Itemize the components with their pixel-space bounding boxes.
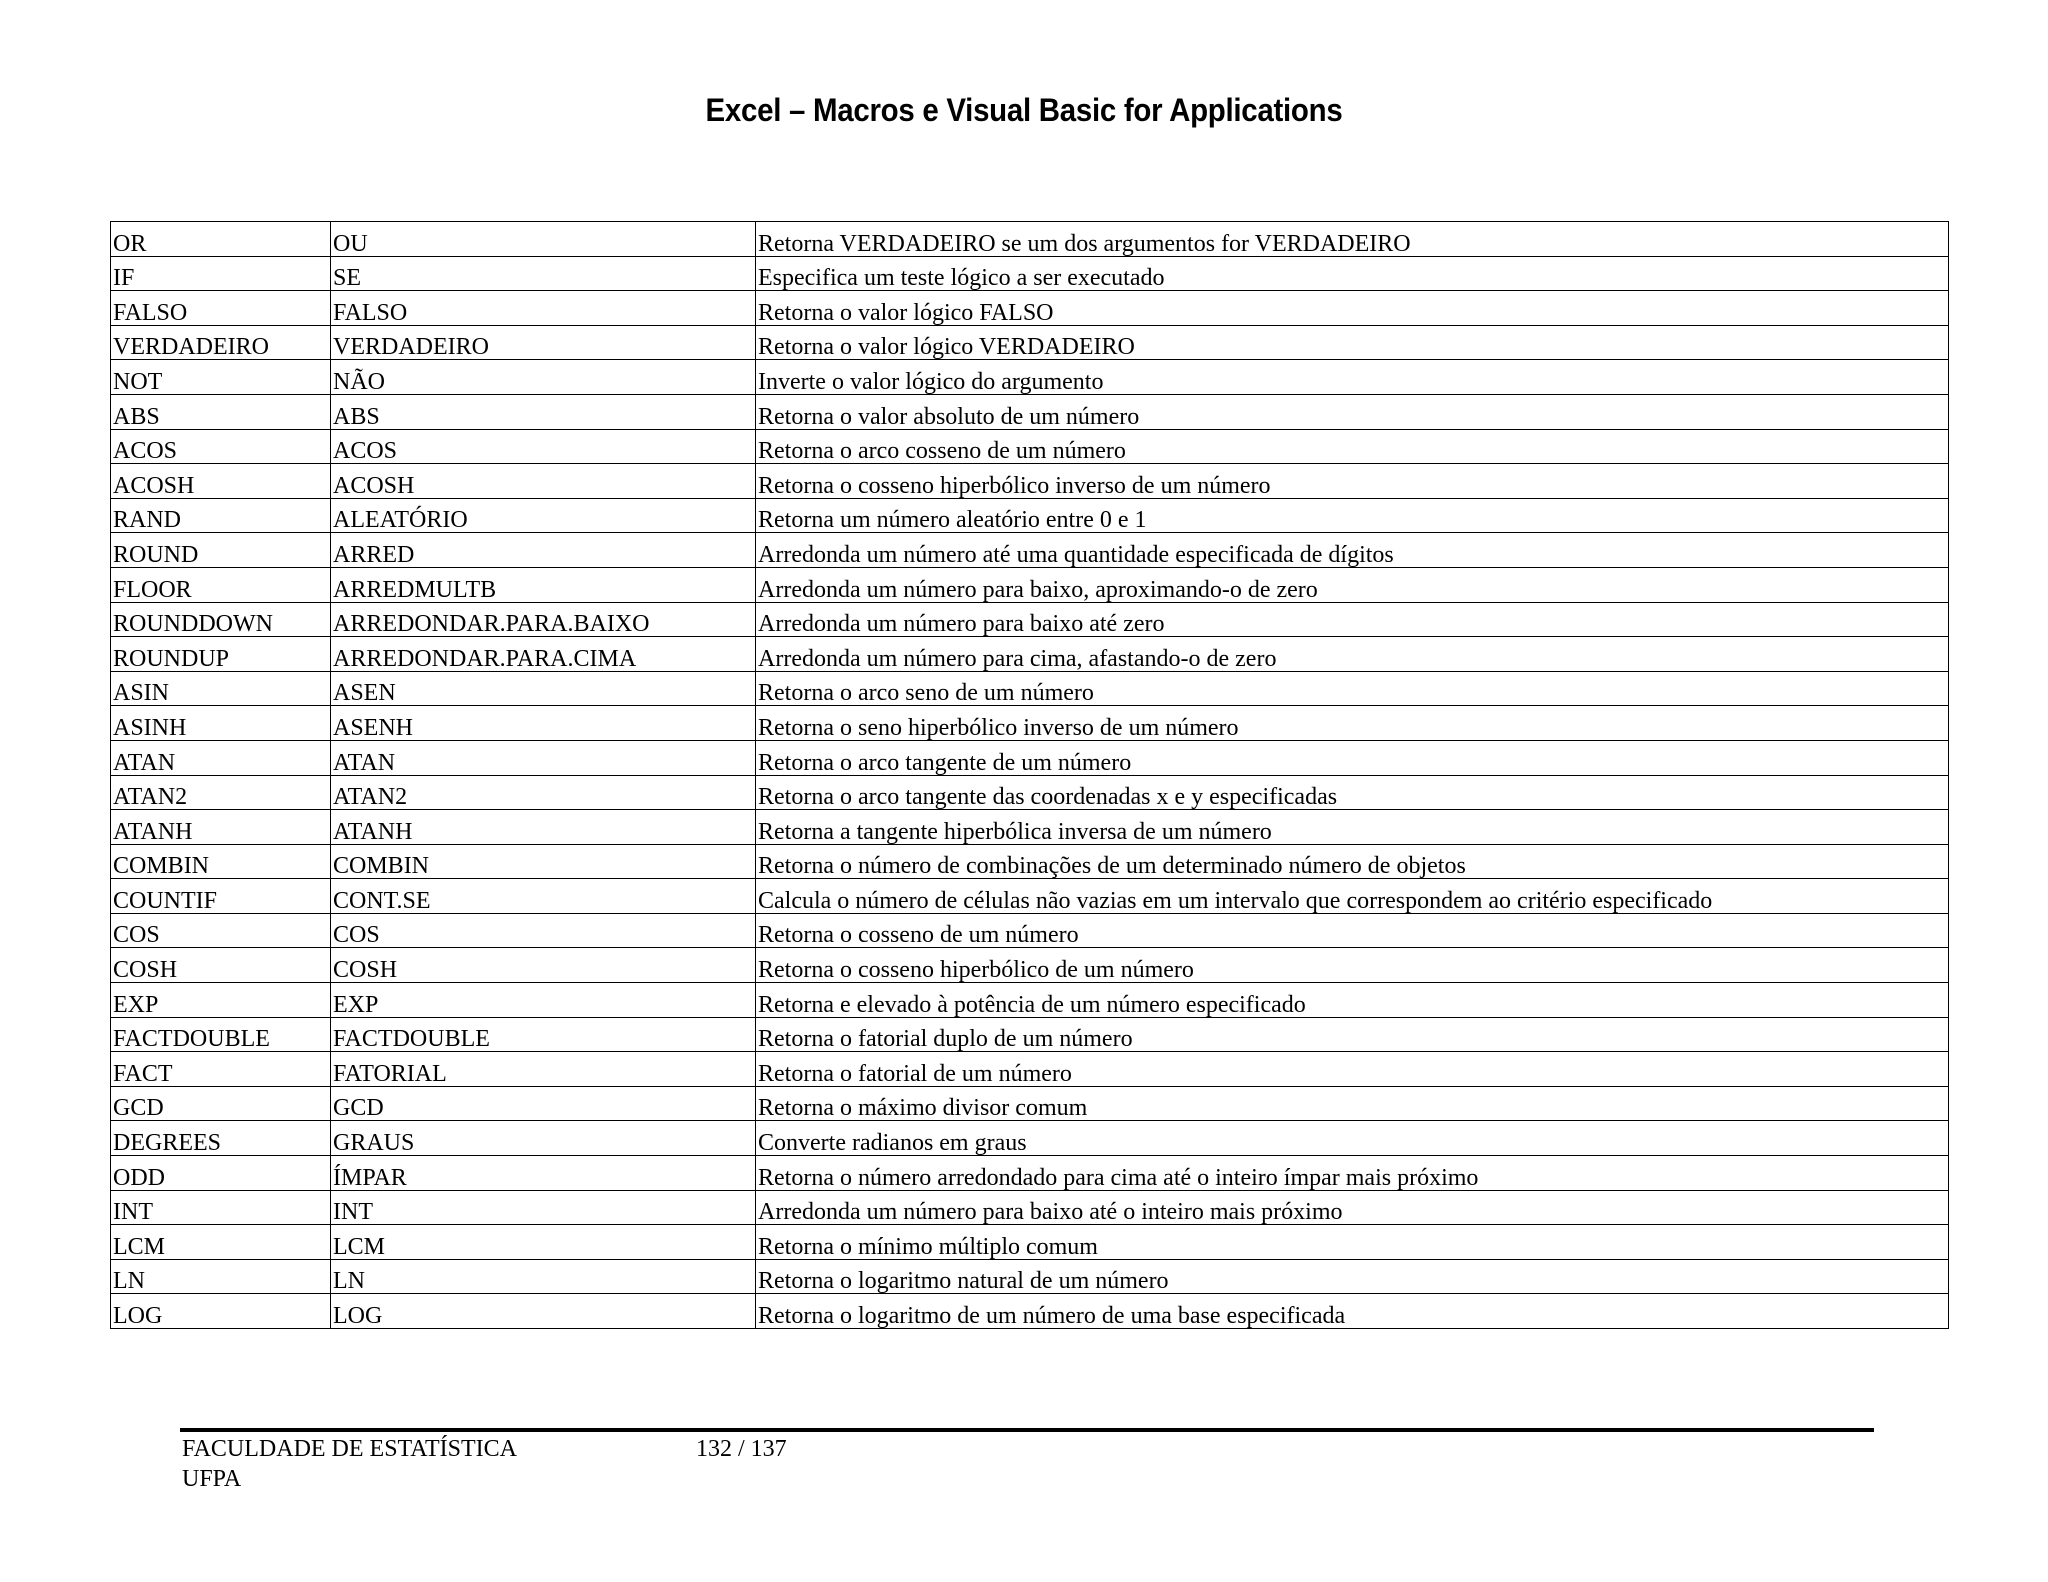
function-name-pt: FALSO (331, 291, 756, 326)
function-name-pt: FATORIAL (331, 1052, 756, 1087)
function-name-pt: COMBIN (331, 844, 756, 879)
function-name-en: ATAN2 (111, 775, 331, 810)
table-row (111, 1294, 1949, 1329)
function-name-pt: GCD (331, 1086, 756, 1121)
function-name-pt: ABS (331, 394, 756, 429)
function-description: Retorna o valor lógico FALSO (756, 291, 1949, 326)
table-row (111, 637, 1949, 672)
function-name-pt: FACTDOUBLE (331, 1017, 756, 1052)
function-name-pt: COS (331, 913, 756, 948)
function-name-pt: ATAN2 (331, 775, 756, 810)
function-name-pt: INT (331, 1190, 756, 1225)
footer-institution: FACULDADE DE ESTATÍSTICA (182, 1436, 517, 1462)
table-row (111, 291, 1949, 326)
function-name-en: ROUNDUP (111, 637, 331, 672)
function-name-pt: CONT.SE (331, 879, 756, 914)
function-name-en: RAND (111, 498, 331, 533)
function-description: Retorna o logaritmo de um número de uma base especificada (756, 1294, 1949, 1329)
function-name-en: COUNTIF (111, 879, 331, 914)
function-name-pt: ARREDONDAR.PARA.CIMA (331, 637, 756, 672)
function-description: Arredonda um número para cima, afastando-o de zero (756, 637, 1949, 672)
table-row (111, 844, 1949, 879)
function-name-en: DEGREES (111, 1121, 331, 1156)
table-row (111, 775, 1949, 810)
function-description: Retorna o arco seno de um número (756, 671, 1949, 706)
table-row (111, 1017, 1949, 1052)
function-description: Arredonda um número para baixo, aproximando-o de zero (756, 567, 1949, 602)
function-name-pt: ATAN (331, 740, 756, 775)
footer-divider (180, 1428, 1874, 1432)
table-row (111, 671, 1949, 706)
table-row (111, 1190, 1949, 1225)
function-name-en: COS (111, 913, 331, 948)
page-title: Excel – Macros e Visual Basic for Applications (705, 92, 1343, 128)
footer-university: UFPA (182, 1466, 242, 1492)
function-name-en: COMBIN (111, 844, 331, 879)
function-name-en: OR (111, 222, 331, 257)
function-description: Retorna o arco tangente das coordenadas x e y especificadas (756, 775, 1949, 810)
table-row (111, 1052, 1949, 1087)
function-name-en: ODD (111, 1156, 331, 1191)
function-description: Retorna o mínimo múltiplo comum (756, 1225, 1949, 1260)
function-description: Retorna o número arredondado para cima até o inteiro ímpar mais próximo (756, 1156, 1949, 1191)
function-description: Arredonda um número para baixo até o inteiro mais próximo (756, 1190, 1949, 1225)
function-name-en: FALSO (111, 291, 331, 326)
function-name-en: INT (111, 1190, 331, 1225)
function-name-pt: ARRED (331, 533, 756, 568)
function-description: Retorna e elevado à potência de um número especificado (756, 983, 1949, 1018)
function-name-en: FACT (111, 1052, 331, 1087)
function-description: Retorna o arco cosseno de um número (756, 429, 1949, 464)
function-name-en: VERDADEIRO (111, 325, 331, 360)
function-name-pt: ÍMPAR (331, 1156, 756, 1191)
function-name-pt: ACOS (331, 429, 756, 464)
table-row (111, 602, 1949, 637)
function-description: Retorna o fatorial duplo de um número (756, 1017, 1949, 1052)
function-description: Retorna o máximo divisor comum (756, 1086, 1949, 1121)
function-name-pt: LOG (331, 1294, 756, 1329)
table-row (111, 913, 1949, 948)
function-name-en: COSH (111, 948, 331, 983)
function-name-en: ROUNDDOWN (111, 602, 331, 637)
table-row (111, 222, 1949, 257)
table-row (111, 394, 1949, 429)
function-description: Retorna o seno hiperbólico inverso de um número (756, 706, 1949, 741)
function-name-pt: ASEN (331, 671, 756, 706)
table-row (111, 498, 1949, 533)
function-description: Retorna o cosseno hiperbólico inverso de um número (756, 464, 1949, 499)
function-name-en: FACTDOUBLE (111, 1017, 331, 1052)
function-name-pt: SE (331, 256, 756, 291)
function-description: Retorna o logaritmo natural de um número (756, 1259, 1949, 1294)
table-row (111, 567, 1949, 602)
function-name-pt: ARREDONDAR.PARA.BAIXO (331, 602, 756, 637)
table-row (111, 1156, 1949, 1191)
function-description: Retorna o número de combinações de um determinado número de objetos (756, 844, 1949, 879)
function-name-en: NOT (111, 360, 331, 395)
table-row (111, 533, 1949, 568)
function-description: Retorna o fatorial de um número (756, 1052, 1949, 1087)
page-number: 132 / 137 (696, 1436, 787, 1462)
functions-table-body (111, 222, 1949, 1329)
function-name-en: GCD (111, 1086, 331, 1121)
function-name-en: ASIN (111, 671, 331, 706)
table-row (111, 810, 1949, 845)
function-name-pt: COSH (331, 948, 756, 983)
table-row (111, 325, 1949, 360)
function-name-en: EXP (111, 983, 331, 1018)
function-description: Converte radianos em graus (756, 1121, 1949, 1156)
function-description: Retorna um número aleatório entre 0 e 1 (756, 498, 1949, 533)
function-name-en: ROUND (111, 533, 331, 568)
function-description: Inverte o valor lógico do argumento (756, 360, 1949, 395)
table-row (111, 1086, 1949, 1121)
function-name-en: LCM (111, 1225, 331, 1260)
table-row (111, 740, 1949, 775)
function-description: Arredonda um número até uma quantidade especificada de dígitos (756, 533, 1949, 568)
function-name-pt: LCM (331, 1225, 756, 1260)
function-name-en: ACOSH (111, 464, 331, 499)
functions-table (110, 221, 1949, 1329)
function-name-pt: ACOSH (331, 464, 756, 499)
table-row (111, 706, 1949, 741)
function-name-pt: GRAUS (331, 1121, 756, 1156)
function-name-pt: ASENH (331, 706, 756, 741)
table-row (111, 948, 1949, 983)
function-description: Retorna o valor lógico VERDADEIRO (756, 325, 1949, 360)
function-name-pt: ALEATÓRIO (331, 498, 756, 533)
function-description: Arredonda um número para baixo até zero (756, 602, 1949, 637)
function-name-pt: ATANH (331, 810, 756, 845)
function-name-pt: OU (331, 222, 756, 257)
function-name-pt: ARREDMULTB (331, 567, 756, 602)
function-name-en: LOG (111, 1294, 331, 1329)
function-name-en: IF (111, 256, 331, 291)
function-description: Retorna VERDADEIRO se um dos argumentos for VERDADEIRO (756, 222, 1949, 257)
function-description: Retorna o valor absoluto de um número (756, 394, 1949, 429)
table-row (111, 360, 1949, 395)
function-name-en: LN (111, 1259, 331, 1294)
function-description: Retorna o arco tangente de um número (756, 740, 1949, 775)
function-name-en: FLOOR (111, 567, 331, 602)
function-description: Retorna o cosseno de um número (756, 913, 1949, 948)
table-row (111, 1225, 1949, 1260)
function-description: Retorna a tangente hiperbólica inversa de um número (756, 810, 1949, 845)
function-description: Especifica um teste lógico a ser executado (756, 256, 1949, 291)
table-row (111, 1259, 1949, 1294)
function-name-pt: EXP (331, 983, 756, 1018)
function-name-en: ABS (111, 394, 331, 429)
function-description: Calcula o número de células não vazias em um intervalo que correspondem ao critério especificado (756, 879, 1949, 914)
table-row (111, 429, 1949, 464)
function-name-en: ASINH (111, 706, 331, 741)
table-row (111, 879, 1949, 914)
function-description: Retorna o cosseno hiperbólico de um número (756, 948, 1949, 983)
function-name-pt: VERDADEIRO (331, 325, 756, 360)
function-name-en: ACOS (111, 429, 331, 464)
function-name-pt: LN (331, 1259, 756, 1294)
function-name-en: ATANH (111, 810, 331, 845)
function-name-en: ATAN (111, 740, 331, 775)
table-row (111, 256, 1949, 291)
table-row (111, 464, 1949, 499)
table-row (111, 983, 1949, 1018)
table-row (111, 1121, 1949, 1156)
function-name-pt: NÃO (331, 360, 756, 395)
